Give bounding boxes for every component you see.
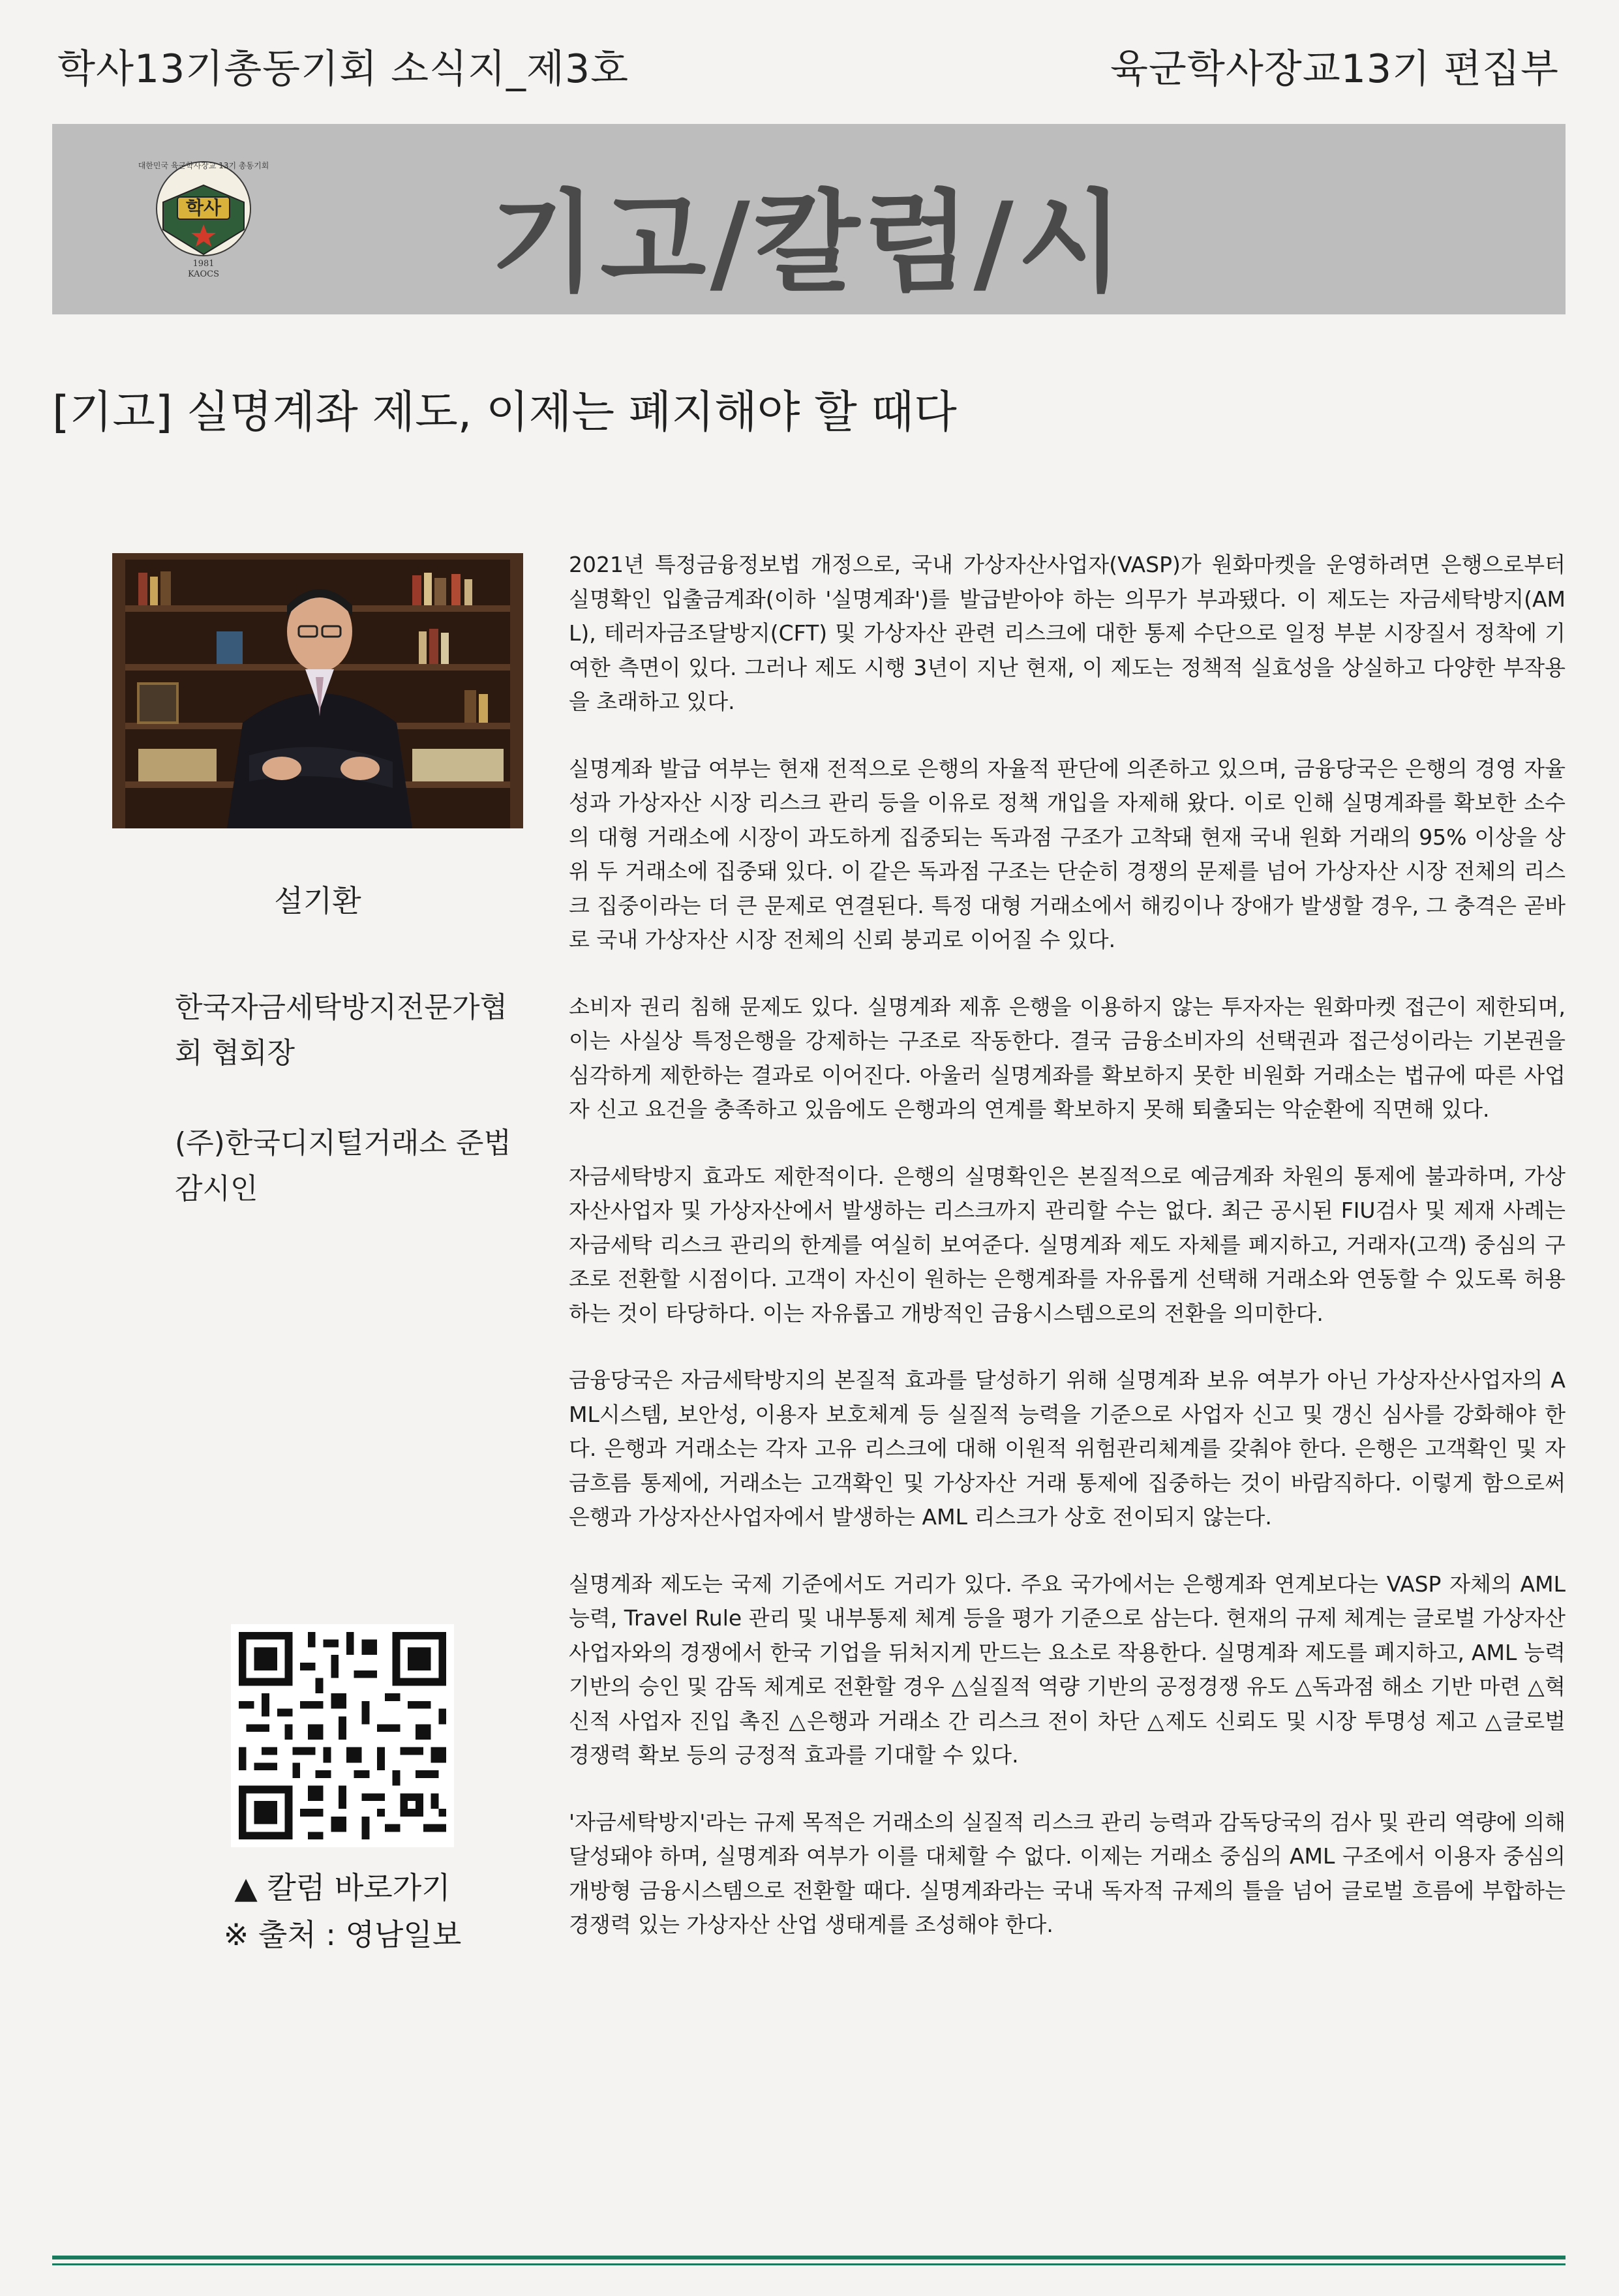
article-paragraph: 자금세탁방지 효과도 제한적이다. 은행의 실명확인은 본질적으로 예금계좌 차원의 통제에 불과하며, 가상자산사업자 및 가상자산에서 발생하는 리스크까지 관리할 수는 없다. 최근 공시된 FIU검사 및 제재 사례는 자금세탁 리스크 관리의 한계를 여실히 보여준다. 실명계좌 제도 자체를 폐지하고, 거래자(고객) 중심의 구조로 전환할 시점이다. 고객이 자신이 원하는 은행계좌를 자유롭게 선택해 거래소와 연동할 수 있도록 허용하는 것이 타당하다. 이는 자유롭고 개방적인 금융시스템으로의 전환을 의미한다. bbox=[569, 1163, 1566, 1326]
article-paragraph: 2021년 특정금융정보법 개정으로, 국내 가상자산사업자(VASP)가 원화마켓을 운영하려면 은행으로부터 실명확인 입출금계좌(이하 '실명계좌')를 발급받아야 하는 의무가 부과됐다. 이 제도는 자금세탁방지(AML), 테러자금조달방지(CFT) 및 가상자산 관련 리스크에 대한 통제 수단으로 일정 부분 시장질서 정착에 기여한 측면이 있다. 그러나 제도 시행 3년이 지난 현재, 이 제도는 정책적 실효성을 상실하고 다양한 부작용을 초래하고 있다. bbox=[569, 552, 1566, 714]
column-qr-code[interactable] bbox=[231, 1624, 454, 1847]
source-credit: ※ 출처 : 영남일보 bbox=[223, 1917, 462, 1952]
article-paragraph: 금융당국은 자금세탁방지의 본질적 효과를 달성하기 위해 실명계좌 보유 여부가 아닌 가상자산사업자의 AML시스템, 보안성, 이용자 보호체계 등 실질적 능력을 기준으로 사업자 신고 및 갱신 심사를 강화해야 한다. 은행과 거래소는 각자 고유 리스크에 대해 이원적 위험관리체계를 갖춰야 한다. 은행은 고객확인 및 자금흐름 통제에, 거래소는 고객확인 및 가상자산 거래 통제에 집중하는 것이 바람직하다. 이렇게 함으로써 은행과 가상자산사업자에서 발생하는 AML 리스크가 상호 전이되지 않는다. bbox=[569, 1367, 1566, 1530]
article-paragraph: '자금세탁방지'라는 규제 목적은 거래소의 실질적 리스크 관리 능력과 감독당국의 검사 및 관리 역량에 의해 달성돼야 하며, 실명계좌 여부가 이를 대체할 수 없다. 이제는 거래소 중심의 AML 구조에서 이용자 중심의 개방형 금융시스템으로 전환할 때다. 실명계좌라는 국내 독자적 규제의 틀을 넘어 글로벌 흐름에 부합하는 경쟁력 있는 가상자산 산업 생태계를 조성해야 한다. bbox=[569, 1809, 1566, 1937]
newsletter-title: 학사13기총동기회 소식지_제3호 bbox=[57, 46, 629, 92]
author-role-association: 한국자금세탁방지전문가협회 협회장 bbox=[175, 991, 508, 1070]
footer-rule-thin bbox=[52, 2263, 1566, 2265]
emblem-ring-text: 대한민국 육군학사장교 13기 총동기회 bbox=[138, 161, 269, 170]
footer-rule-thick bbox=[52, 2256, 1566, 2259]
emblem-year: 1981 bbox=[192, 259, 215, 269]
emblem-org: KAOCS bbox=[187, 269, 220, 279]
article-title: [기고] 실명계좌 제도, 이제는 폐지해야 할 때다 bbox=[52, 387, 957, 438]
author-name: 설기환 bbox=[274, 883, 361, 918]
author-role-exchange: (주)한국디지털거래소 준법감시인 bbox=[175, 1126, 511, 1205]
author-photo bbox=[112, 553, 523, 828]
editorial-department: 육군학사장교13기 편집부 bbox=[1110, 46, 1559, 92]
column-link-caption[interactable]: ▲ 칼럼 바로가기 bbox=[234, 1870, 451, 1905]
emblem-center-text: 학사 bbox=[185, 197, 222, 219]
article-paragraph: 소비자 권리 침해 문제도 있다. 실명계좌 제휴 은행을 이용하지 않는 투자자는 원화마켓 접근이 제한되며, 이는 사실상 특정은행을 강제하는 구조로 작동한다. 결국 금융소비자의 선택권과 접근성이라는 기본권을 심각하게 제한하는 결과로 이어진다. 아울러 실명계좌를 확보하지 못한 비원화 거래소는 법규에 따른 사업자 신고 요건을 충족하고 있음에도 은행과의 연계를 확보하지 못해 퇴출되는 악순환에 직면해 있다. bbox=[569, 993, 1566, 1122]
section-banner bbox=[52, 124, 1566, 314]
article-body bbox=[569, 548, 1566, 1975]
article-paragraph: 실명계좌 발급 여부는 현재 전적으로 은행의 자율적 판단에 의존하고 있으며, 금융당국은 은행의 경영 자율성과 가상자산 시장 리스크 관리 등을 이유로 정책 개입을 자제해 왔다. 이로 인해 실명계좌를 확보한 소수의 대형 거래소에 시장이 과도하게 집중되는 독과점 구조가 고착돼 현재 국내 원화 거래의 95% 이상을 상위 두 거래소에 집중돼 있다. 이 같은 독과점 구조는 단순히 경쟁의 문제를 넘어 가상자산 시장 전체의 리스크 집중이라는 더 큰 문제로 연결된다. 특정 대형 거래소에서 해킹이나 장애가 발생할 경우, 그 충격은 곧바로 국내 가상자산 시장 전체의 신뢰 붕괴로 이어질 수 있다. bbox=[569, 755, 1566, 952]
article-paragraph: 실명계좌 제도는 국제 기준에서도 거리가 있다. 주요 국가에서는 은행계좌 연계보다는 VASP 자체의 AML 능력, Travel Rule 관리 및 내부통제 체계 등을 평가 기준으로 삼는다. 현재의 규제 체계는 글로벌 가상자산 사업자와의 경쟁에서 한국 기업을 뒤처지게 만드는 요소로 작용한다. 실명계좌 제도를 폐지하고, AML 능력 기반의 승인 및 감독 체계로 전환할 경우 △실질적 역량 기반의 공정경쟁 유도 △독과점 해소 기반 마련 △혁신적 사업자 진입 촉진 △은행과 거래소 간 리스크 전이 차단 △제도 신뢰도 및 시장 투명성 제고 △글로벌 경쟁력 확보 등의 긍정적 효과를 기대할 수 있다. bbox=[569, 1571, 1566, 1768]
section-title: 기고/칼럼/시 bbox=[490, 179, 1128, 307]
